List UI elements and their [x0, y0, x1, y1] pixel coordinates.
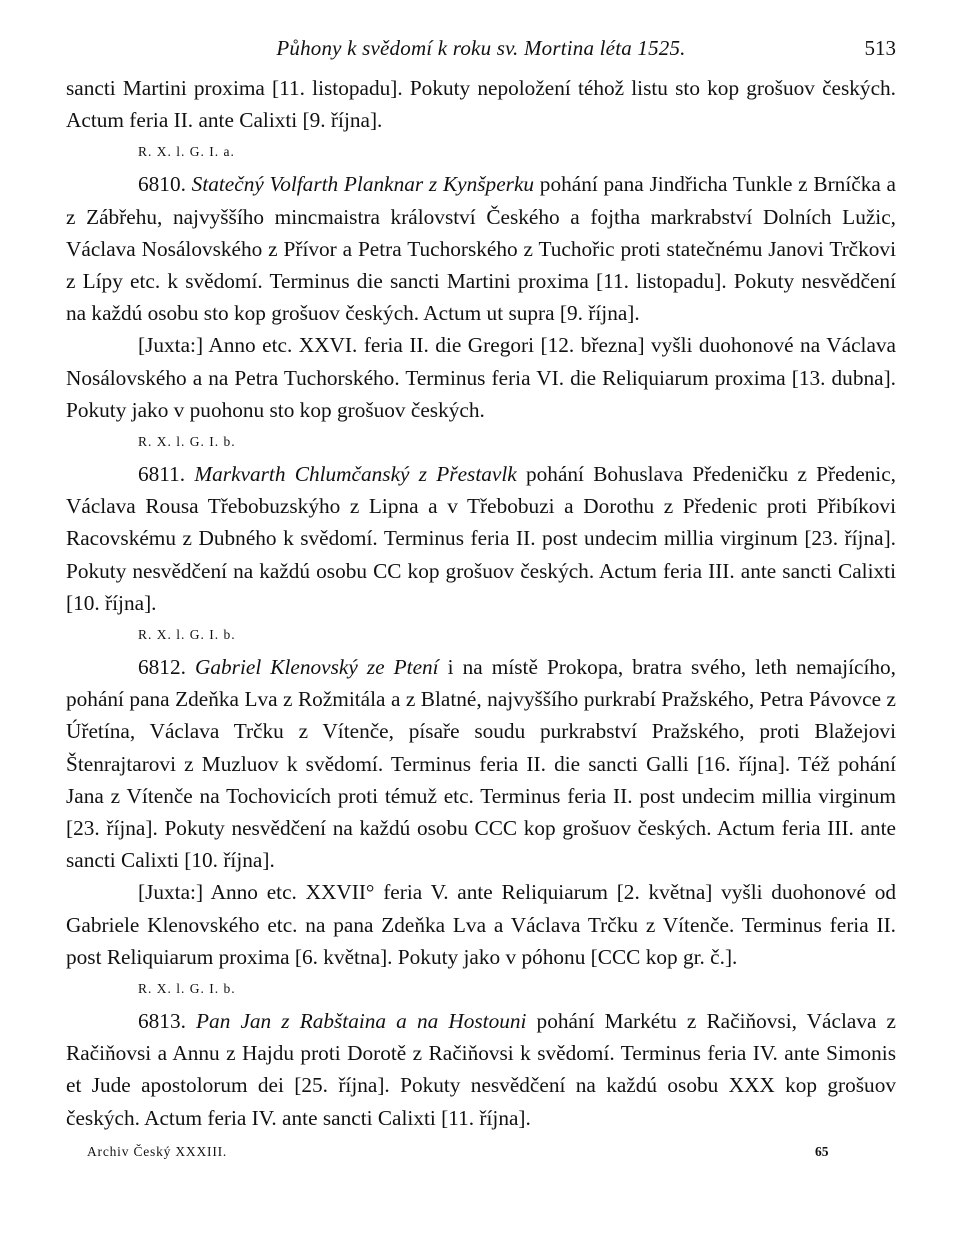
footer-sheet-number: 65 [815, 1143, 829, 1159]
page [66, 36, 896, 1168]
entry-number: 6812. [138, 655, 186, 680]
entry-names: Pan Jan z Rabštaina a na Hostouni [196, 1009, 527, 1034]
entry-paragraph [66, 651, 896, 876]
juxta-paragraph: [Juxta:] Anno etc. XXVI. feria II. die Gregori [12. března] vyšli duohonové na Václava Nosálovského a na Petra Tuchorského. Terminus feria VI. die Reliquiarum proxima [13. dubna]. Pokuty jako v puohonu sto kop grošuov českých. [66, 333, 896, 422]
running-title: Půhony k svědomí k roku sv. Mortina léta 1525. [276, 36, 686, 60]
footer-source: Archiv Český XXXIII. [87, 1143, 228, 1159]
juxta-paragraph: [Juxta:] Anno etc. XXVII° feria V. ante Reliquiarum [2. května] vyšli duohonové od Gabriele Klenovského etc. na pana Zdeňka Lva a Václava Trčku z Vítenče. Terminus feria II. post Reliquiarum proxima [6. května]. Pokuty jako v póhonu [CCC kop gr. č.]. [66, 880, 896, 969]
archive-signature: R. X. l. G. I. b. [138, 434, 236, 450]
entry-text: pohání pana Jindřicha Tunkle z Brníčka a z Zábřehu, najvyššího mincmaistra království Českého a fojtha markrabství Dolních Lužic, Václava Nosálovského z Přívor a Petra Tuchorského z Tuchořic proti statečnému Janovi Trčkovi z Lípy etc. k svědomí. Terminus die sancti Martini proxima [11. listopadu]. Pokuty nesvědčení na každú osobu sto kop grošuov českých. Actum ut supra [9. října]. [66, 172, 896, 326]
entry-names: Markvarth Chlumčanský z Přestavlk [194, 462, 517, 487]
entry-paragraph [66, 458, 896, 619]
archive-signature: R. X. l. G. I. b. [138, 981, 236, 997]
archive-signature: R. X. l. G. I. a. [138, 144, 235, 160]
entry-paragraph [66, 1005, 896, 1134]
entry-number: 6811. [138, 462, 186, 487]
entry-text: pohání Markétu z Račiňovsi, Václava z Račiňovsi a Annu z Hajdu proti Dorotě z Račiňovsi k svědomí. Terminus feria IV. ante Simonis et Jude apostolorum dei [25. října]. Pokuty nesvědčení na každú osobu XXX kop grošuov českých. Actum feria IV. ante sancti Calixti [11. října]. [66, 1009, 896, 1130]
intro-paragraph: sancti Martini proxima [11. listopadu]. Pokuty nepoložení téhož listu sto kop grošuov českých. Actum feria II. ante Calixti [9. října]. [66, 76, 896, 133]
page-number: 513 [864, 36, 896, 60]
page-footer [66, 1138, 896, 1168]
entry-names: Gabriel Klenovský ze Ptení [194, 655, 439, 680]
entry-number: 6810. [138, 172, 186, 197]
entry-text: pohání Bohuslava Předeničku z Předenic, Václava Rousa Třebobuzskýho z Lipna a v Třebobuzi a Dorothu z Předenic proti Přibíkovi Racovskému z Dubného k svědomí. Terminus feria II. post undecim millia virginum [23. října]. Pokuty nesvědčení na každú osobu CC kop grošuov českých. Actum feria III. ante sancti Calixti [10. října]. [66, 462, 896, 615]
archive-signature: R. X. l. G. I. b. [138, 627, 236, 643]
entry-names: Statečný Volfarth Planknar z Kynšperku [191, 172, 535, 197]
entry-text: i na místě Prokopa, bratra svého, leth nemajícího, pohání pana Zdeňka Lva z Rožmitála a z Blatné, najvyššího purkrabí Pražského, Petra Pávovce z Úřetína, Václava Trčku z Vítenče, písaře soudu purkrabství Pražského, proti Blažejovi Štenrajtarovi z Muzluov k svědomí. Terminus feria II. die sancti Galli [16. října]. Též pohání Jana z Vítenče na Tochovicích proti témuž etc. Terminus feria II. post undecim millia virginum [23. října]. Pokuty nesvědčení na každú osobu CCC kop grošuov českých. Actum feria III. ante sancti Calixti [10. října]. [66, 655, 896, 873]
page-header [66, 36, 896, 72]
entry-paragraph [66, 168, 896, 329]
entry-number: 6813. [138, 1009, 186, 1034]
